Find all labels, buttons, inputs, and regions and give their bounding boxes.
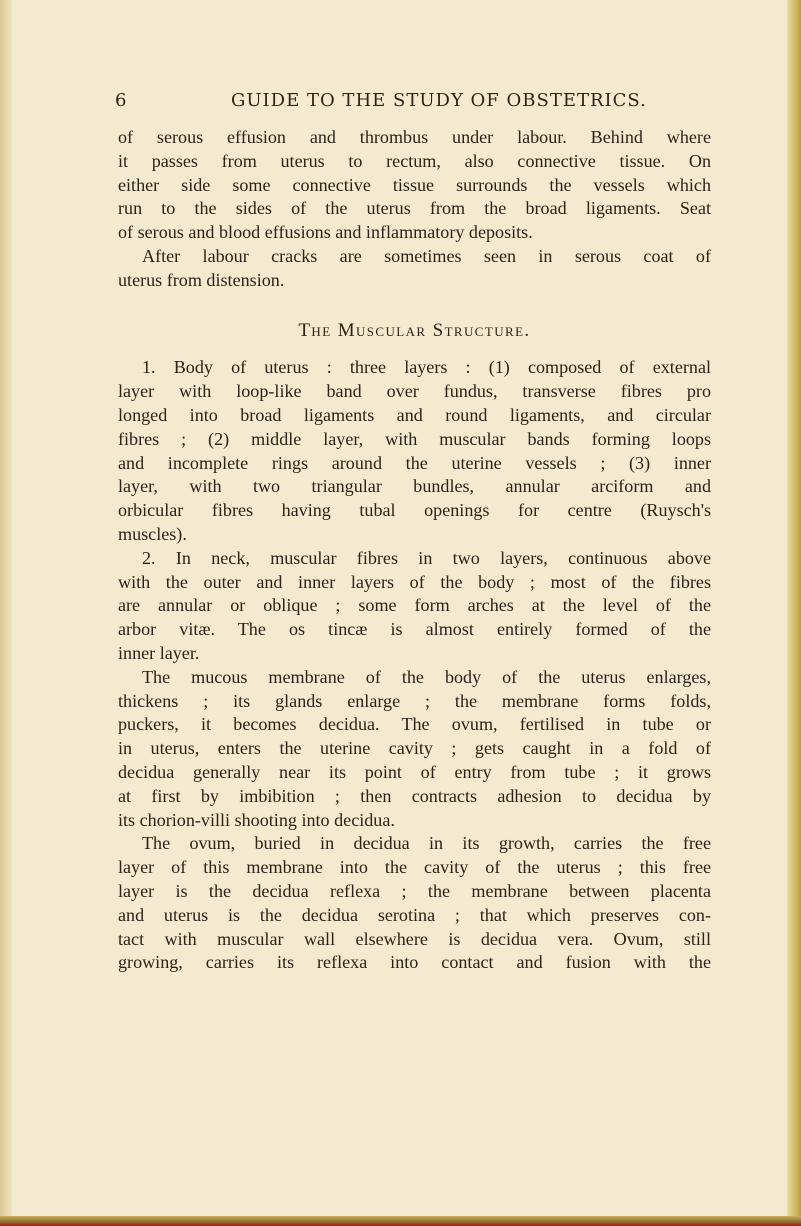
page-right-edge — [787, 0, 801, 1226]
text-line: run to the sides of the uterus from the broad ligaments. Seat — [118, 198, 711, 219]
text-line: puckers, it becomes decidua. The ovum, fertilised in tube or — [118, 714, 711, 735]
text-line: it passes from uterus to rectum, also connective tissue. On — [118, 150, 711, 171]
running-head: GUIDE TO THE STUDY OF OBSTETRICS. — [231, 90, 647, 111]
text-line: layer, with two triangular bundles, annular arciform and — [118, 476, 711, 497]
text-line: either side some connective tissue surrounds the vessels which — [118, 174, 711, 195]
text-line: The ovum, buried in decidua in its growth, carries the free — [142, 833, 711, 854]
text-line: 2. In neck, muscular fibres in two layers, continuous above — [142, 547, 711, 568]
text-line: uterus from distension. — [118, 269, 285, 290]
text-line: of serous and blood effusions and inflammatory deposits. — [118, 222, 533, 243]
text-line: inner layer. — [118, 642, 200, 663]
text-line: layer with loop-like band over fundus, transverse fibres pro — [118, 381, 711, 402]
text-line: its chorion-villi shooting into decidua. — [118, 809, 395, 830]
body-text — [118, 126, 711, 975]
text-line: 1. Body of uterus : three layers : (1) composed of external — [142, 357, 711, 378]
text-line: orbicular fibres having tubal openings for centre (Ruysch's — [118, 500, 711, 521]
text-line: with the outer and inner layers of the body ; most of the fibres — [118, 571, 711, 592]
text-line: layer is the decidua reflexa ; the membrane between placenta — [118, 880, 711, 901]
text-line: and incomplete rings around the uterine vessels ; (3) inner — [118, 452, 711, 473]
section-heading: The Muscular Structure. — [298, 319, 531, 341]
text-line: layer of this membrane into the cavity of the uterus ; this free — [118, 857, 711, 878]
text-line: and uterus is the decidua serotina ; that which preserves con- — [118, 904, 711, 925]
text-line: growing, carries its reflexa into contact and fusion with the — [118, 952, 711, 973]
text-line: After labour cracks are sometimes seen in serous coat of — [142, 245, 711, 266]
text-line: muscles). — [118, 523, 187, 544]
text-line: at first by imbibition ; then contracts adhesion to decidua by — [118, 785, 711, 806]
text-line: fibres ; (2) middle layer, with muscular bands forming loops — [118, 428, 711, 449]
page-left-edge — [0, 0, 12, 1226]
text-line: in uterus, enters the uterine cavity ; gets caught in a fold of — [118, 738, 711, 759]
page-header — [115, 90, 715, 120]
page-number: 6 — [115, 90, 128, 111]
text-line: of serous effusion and thrombus under labour. Behind where — [118, 127, 711, 147]
page-bottom-edge — [0, 1216, 801, 1226]
text-line: tact with muscular wall elsewhere is decidua vera. Ovum, still — [118, 928, 711, 949]
text-line: longed into broad ligaments and round ligaments, and circular — [118, 404, 711, 425]
text-line: thickens ; its glands enlarge ; the membrane forms folds, — [118, 690, 711, 711]
text-line: are annular or oblique ; some form arches at the level of the — [118, 595, 711, 616]
text-line: The mucous membrane of the body of the uterus enlarges, — [142, 666, 711, 687]
text-line: arbor vitæ. The os tincæ is almost entirely formed of the — [118, 619, 711, 640]
text-line: decidua generally near its point of entry from tube ; it grows — [118, 761, 711, 782]
